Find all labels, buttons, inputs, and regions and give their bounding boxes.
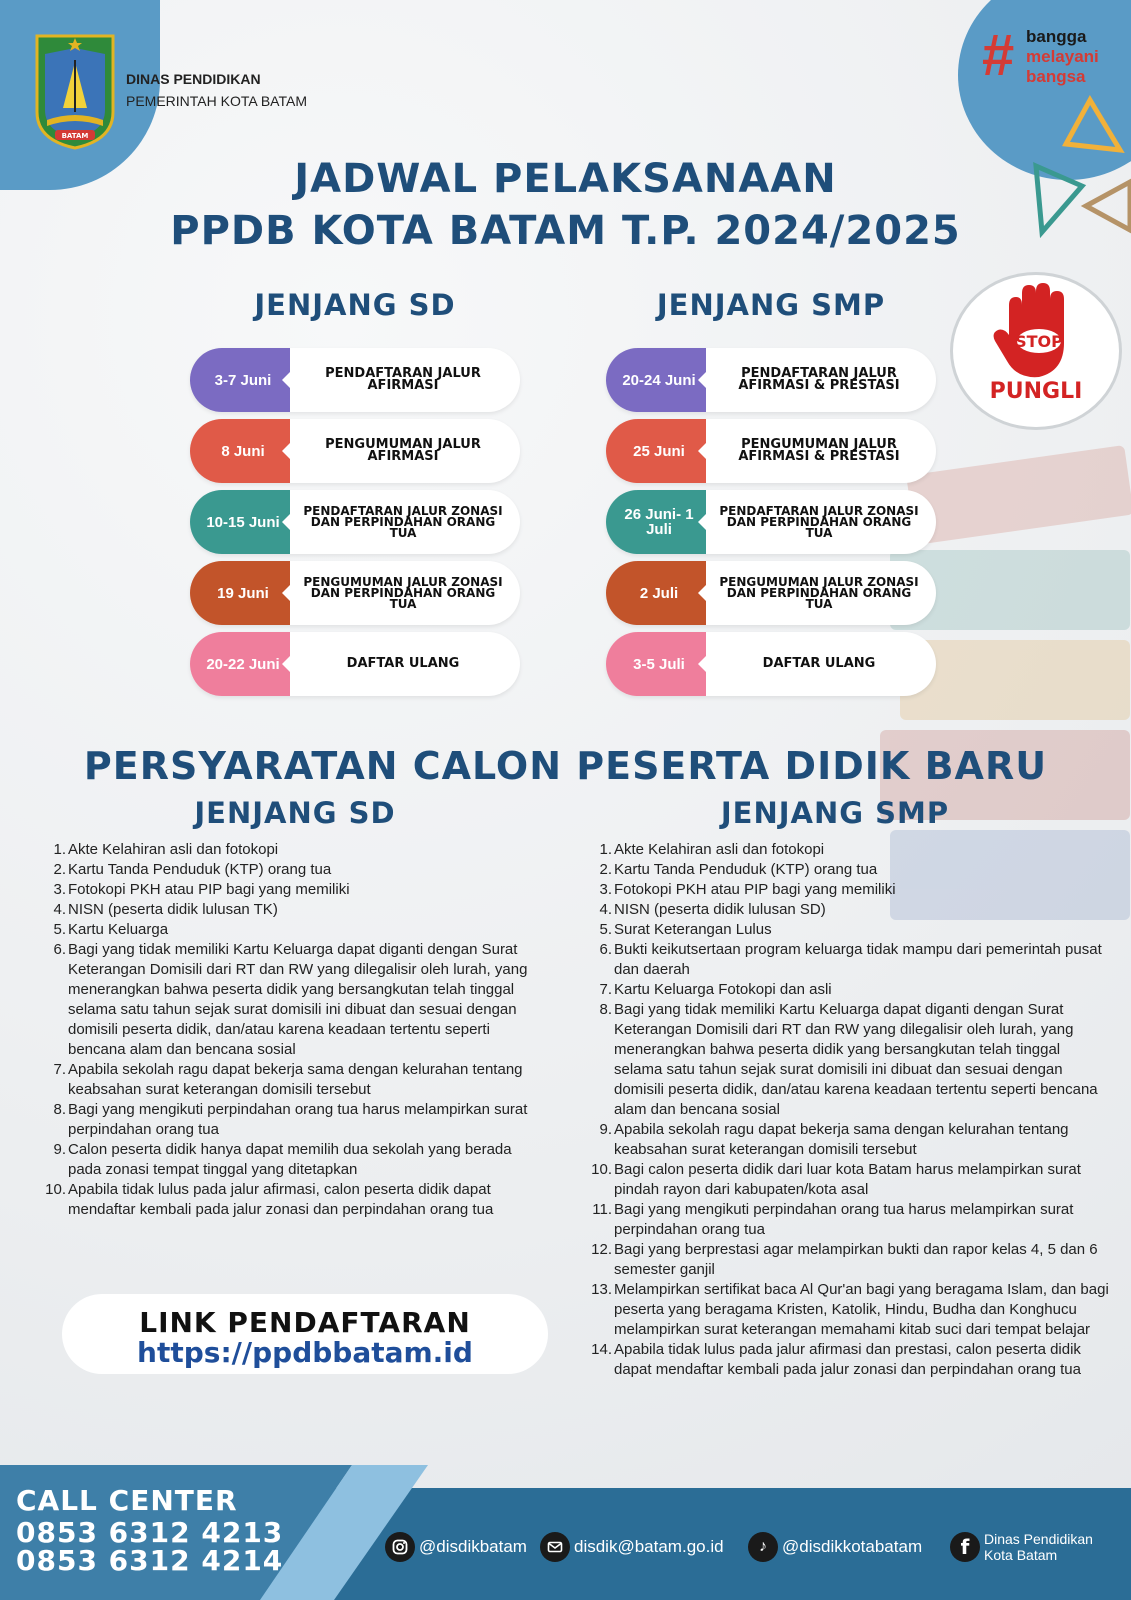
instagram-link[interactable] (385, 1528, 527, 1566)
requirement-number: 9. (53, 1141, 66, 1158)
schedule-pointer (698, 585, 706, 601)
schedule-date: 20-24 Juni (606, 348, 706, 412)
schedule-description: DAFTAR ULANG (346, 656, 460, 671)
schedule-description: PENDAFTARAN JALUR AFIRMASI (325, 366, 481, 393)
requirement-item (591, 1340, 1110, 1380)
schedule-description: PENDAFTARAN JALUR AFIRMASI & PRESTASI (738, 366, 900, 393)
schedule-date: 3-5 Juli (606, 632, 706, 696)
hand-stop-icon (987, 283, 1087, 383)
requirement-number: 10. (45, 1181, 66, 1198)
schedule-item (190, 348, 520, 412)
requirement-item (54, 1100, 544, 1140)
instagram-handle: @disdikbatam (419, 1537, 527, 1556)
schedule-item (190, 632, 520, 696)
schedule-date: 8 Juni (190, 419, 290, 483)
requirement-number: 2. (53, 861, 66, 878)
requirement-number: 14. (591, 1341, 612, 1358)
hash-symbol: # (982, 23, 1015, 88)
requirements-heading-smp: JENJANG SMP (720, 796, 950, 830)
schedule-description: PENGUMUMAN JALUR AFIRMASI (325, 437, 481, 464)
requirement-number: 1. (53, 841, 66, 858)
registration-label: LINK PENDAFTARAN (139, 1306, 471, 1339)
requirement-text: Bagi yang tidak memiliki Kartu Keluarga dapat diganti dengan Surat Keterangan Domisili dari RT dan RW yang dilegalisir oleh lurah, yang menerangkan bahwa peserta didik yang bersangkutan telah tinggal selama satu tahun sejak surat domisili ini dibuat dan sesuai dengan domisili peserta didik, dan/atau karena keadaan tertentu seperti bencana alam dan bencana sosial (614, 1001, 1098, 1118)
requirement-text: Akte Kelahiran asli dan fotokopi (614, 841, 825, 858)
schedule-pointer (698, 514, 706, 530)
requirement-number: 7. (53, 1061, 66, 1078)
schedule-item (606, 419, 936, 483)
requirement-text: Apabila sekolah ragu dapat bekerja sama dengan kelurahan tentang keabsahan surat keterangan domisili tersebut (68, 1061, 523, 1098)
schedule-pointer (698, 372, 706, 388)
slogan-word-2: melayani (1026, 47, 1099, 66)
email-link[interactable] (540, 1528, 724, 1566)
requirement-text: NISN (peserta didik lulusan SD) (614, 901, 826, 918)
requirement-item (600, 860, 1110, 880)
instagram-icon (385, 1532, 415, 1562)
requirement-item (54, 880, 544, 900)
requirements-title: PERSYARATAN CALON PESERTA DIDIK BARU (83, 744, 1048, 788)
schedule-pointer (282, 443, 290, 459)
requirement-text: Kartu Keluarga Fotokopi dan asli (614, 981, 832, 998)
requirement-item (54, 860, 544, 880)
tiktok-link[interactable] (748, 1528, 922, 1566)
schedule-item (606, 490, 936, 554)
call-center-phone-2[interactable]: 0853 6312 4214 (16, 1544, 284, 1577)
requirement-item (591, 1160, 1110, 1200)
requirement-item (600, 1000, 1110, 1120)
requirement-item (54, 840, 544, 860)
requirements-list-sd (45, 840, 544, 1220)
requirement-number: 5. (53, 921, 66, 938)
facebook-icon: f (950, 1532, 980, 1562)
schedule-date: 25 Juni (606, 419, 706, 483)
schedule-item (606, 561, 936, 625)
requirement-item (600, 840, 1110, 860)
requirements-list-smp (591, 840, 1110, 1380)
requirement-item (54, 1060, 544, 1100)
schedule-description: PENGUMUMAN JALUR AFIRMASI & PRESTASI (738, 437, 900, 464)
schedule-heading-smp: JENJANG SMP (656, 288, 886, 322)
requirement-item (600, 880, 1110, 900)
requirement-number: 6. (599, 941, 612, 958)
requirement-text: NISN (peserta didik lulusan TK) (68, 901, 278, 918)
requirement-text: Akte Kelahiran asli dan fotokopi (68, 841, 279, 858)
requirement-item (591, 1280, 1110, 1340)
requirement-item (54, 900, 544, 920)
requirement-number: 3. (53, 881, 66, 898)
facebook-name-line-1: Dinas Pendidikan (984, 1531, 1093, 1547)
requirement-item (54, 940, 544, 1060)
slogan-bangga-melayani-bangsa (982, 23, 1122, 96)
requirement-item (45, 1180, 544, 1220)
requirement-text: Melampirkan sertifikat baca Al Qur'an bagi yang beragama Islam, dan bagi peserta yang beragama Kristen, Katolik, Hindu, Budha dan Konghucu melampirkan surat keterangan memahami kitab suci dari tempat belajar (614, 1281, 1109, 1338)
requirement-number: 11. (592, 1201, 612, 1218)
requirement-number: 13. (591, 1281, 612, 1298)
call-center-label: CALL CENTER (16, 1484, 238, 1517)
requirements-heading-sd: JENJANG SD (194, 796, 396, 830)
requirement-number: 2. (599, 861, 612, 878)
schedule-date: 10-15 Juni (190, 490, 290, 554)
schedule-item (190, 419, 520, 483)
schedule-pointer (698, 443, 706, 459)
requirement-number: 4. (53, 901, 66, 918)
schedule-pointer (282, 585, 290, 601)
schedule-description: PENGUMUMAN JALUR ZONASI DAN PERPINDAHAN ORANG TUA (303, 574, 503, 611)
emblem-text: BATAM (61, 132, 89, 140)
pungli-label: PUNGLI (989, 379, 1083, 404)
schedule-item (190, 561, 520, 625)
schedule-date: 2 Juli (606, 561, 706, 625)
requirement-number: 8. (53, 1101, 66, 1118)
requirement-number: 10. (591, 1161, 612, 1178)
requirement-item (600, 980, 1110, 1000)
requirement-text: Bagi yang mengikuti perpindahan orang tua harus melampirkan surat perpindahan orang tua (68, 1101, 528, 1138)
facebook-name (984, 1531, 1093, 1563)
schedule-description: DAFTAR ULANG (762, 656, 876, 671)
organization-name (126, 68, 307, 112)
requirement-number: 3. (599, 881, 612, 898)
tiktok-icon: ♪ (748, 1532, 778, 1562)
requirement-text: Kartu Tanda Penduduk (KTP) orang tua (614, 861, 878, 878)
requirement-number: 6. (53, 941, 66, 958)
requirement-number: 12. (591, 1241, 612, 1258)
requirement-number: 9. (599, 1121, 612, 1138)
requirement-text: Apabila sekolah ragu dapat bekerja sama dengan kelurahan tentang keabsahan surat keterangan domisili tersebut (614, 1121, 1069, 1158)
requirement-text: Apabila tidak lulus pada jalur afirmasi, calon peserta didik dapat mendaftar kembali pada jalur zonasi dan perpindahan orang tua (68, 1181, 494, 1218)
tiktok-handle: @disdikkotabatam (782, 1537, 923, 1556)
schedule-pointer (282, 514, 290, 530)
schedule-description: PENDAFTARAN JALUR ZONASI DAN PERPINDAHAN ORANG TUA (303, 503, 503, 540)
requirement-item (600, 1120, 1110, 1160)
schedule-date: 26 Juni- 1 Juli (606, 490, 706, 554)
requirement-text: Fotokopi PKH atau PIP bagi yang memiliki (614, 881, 896, 898)
requirement-text: Apabila tidak lulus pada jalur afirmasi dan prestasi, calon peserta didik dapat mendaftar kembali pada jalur zonasi dan perpindahan orang tua (614, 1341, 1081, 1378)
triangle-decoration (1060, 92, 1130, 162)
requirement-text: Surat Keterangan Lulus (614, 921, 772, 938)
requirement-item (600, 920, 1110, 940)
facebook-link[interactable] (950, 1528, 1093, 1566)
requirement-text: Fotokopi PKH atau PIP bagi yang memiliki (68, 881, 350, 898)
requirement-text: Bagi yang mengikuti perpindahan orang tua harus melampirkan surat perpindahan orang tua (614, 1201, 1074, 1238)
schedule-date: 3-7 Juni (190, 348, 290, 412)
schedule-item (606, 348, 936, 412)
requirement-text: Bagi calon peserta didik dari luar kota Batam harus melampirkan surat pindah rayon dari kabupaten/kota asal (614, 1161, 1081, 1198)
org-line-1: DINAS PENDIDIKAN (126, 71, 261, 87)
requirement-item (54, 920, 544, 940)
requirement-item (54, 1140, 544, 1180)
stop-pungli-badge (950, 272, 1122, 430)
requirement-number: 7. (599, 981, 612, 998)
requirement-item (591, 1240, 1110, 1280)
requirement-number: 1. (599, 841, 612, 858)
requirement-item (600, 900, 1110, 920)
schedule-description: PENGUMUMAN JALUR ZONASI DAN PERPINDAHAN ORANG TUA (719, 574, 919, 611)
requirement-number: 5. (599, 921, 612, 938)
schedule-item (190, 490, 520, 554)
org-line-2: PEMERINTAH KOTA BATAM (126, 93, 307, 109)
schedule-pointer (698, 656, 706, 672)
requirement-item (592, 1200, 1110, 1240)
email-address: disdik@batam.go.id (574, 1537, 724, 1556)
requirement-text: Kartu Tanda Penduduk (KTP) orang tua (68, 861, 332, 878)
requirement-text: Bukti keikutsertaan program keluarga tidak mampu dari pemerintah pusat dan daerah (614, 941, 1102, 978)
requirement-text: Bagi yang tidak memiliki Kartu Keluarga dapat diganti dengan Surat Keterangan Domisili dari RT dan RW yang dilegalisir oleh lurah, yang menerangkan bahwa peserta didik yang bersangkutan telah tinggal selama satu tahun sejak surat domisili ini dibuat dan sesuai dengan domisili peserta didik, dan/atau karena keadaan tertentu seperti bencana alam dan bencana sosial (68, 941, 528, 1058)
slogan-word-1: bangga (1026, 27, 1087, 46)
schedule-heading-sd: JENJANG SD (254, 288, 456, 322)
schedule-pointer (282, 656, 290, 672)
schedule-date: 19 Juni (190, 561, 290, 625)
requirement-text: Bagi yang berprestasi agar melampirkan bukti dan rapor kelas 4, 5 dan 6 semester ganjil (614, 1241, 1098, 1278)
page-title-line-2: PPDB KOTA BATAM T.P. 2024/2025 (170, 208, 961, 254)
mail-icon (540, 1532, 570, 1562)
schedule-pointer (282, 372, 290, 388)
requirement-number: 8. (599, 1001, 612, 1018)
schedule-description: PENDAFTARAN JALUR ZONASI DAN PERPINDAHAN ORANG TUA (719, 503, 919, 540)
requirement-number: 4. (599, 901, 612, 918)
schedule-item (606, 632, 936, 696)
batam-city-emblem (33, 32, 117, 150)
registration-url[interactable]: https://ppdbbatam.id (137, 1336, 473, 1369)
call-center-phone-1[interactable]: 0853 6312 4213 (16, 1516, 284, 1549)
registration-link-box[interactable] (62, 1294, 548, 1374)
page-title-line-1: JADWAL PELAKSANAAN (294, 156, 837, 202)
requirement-item (600, 940, 1110, 980)
requirement-text: Kartu Keluarga (68, 921, 169, 938)
stop-label: STOP (1015, 332, 1063, 351)
schedule-date: 20-22 Juni (190, 632, 290, 696)
facebook-name-line-2: Kota Batam (984, 1547, 1058, 1563)
slogan-word-3: bangsa (1026, 67, 1086, 86)
requirement-text: Calon peserta didik hanya dapat memilih dua sekolah yang berada pada zonasi tempat tinggal yang ditetapkan (68, 1141, 512, 1178)
